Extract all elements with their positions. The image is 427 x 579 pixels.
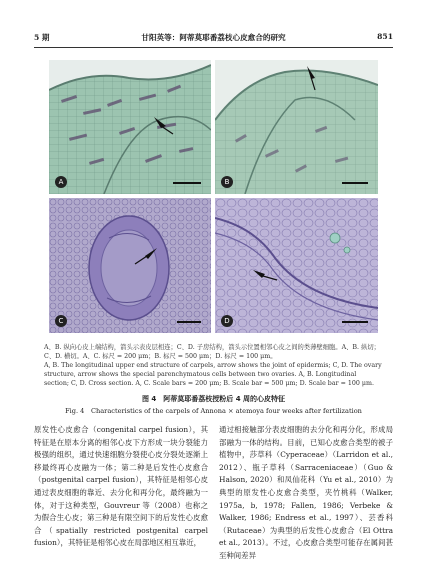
running-title: 甘阳英等：阿蒂莫耶番荔枝心皮愈合的研究 bbox=[141, 33, 286, 42]
header-rule bbox=[34, 47, 393, 48]
micrograph-panel-c bbox=[49, 198, 211, 333]
scale-bar-c bbox=[177, 321, 201, 323]
figure-caption-chinese: A、B. 纵向心皮上端结构，箭头示表皮层相连；C、D. 子房结构，箭头示位置相邻心皮之间的类薄壁细胞。A、B. 纵切；C、D. 横切。A、C. 标尺 = 200 μm；B. 标尺 = 500 μm；D. 标尺 = 100 μm。 bbox=[44, 344, 380, 360]
micrograph-panel-b bbox=[215, 60, 378, 194]
running-header bbox=[34, 30, 393, 44]
figure-title-english: Fig. 4 Characteristics of the carpels of Annona × atemoya four weeks after fertilization bbox=[65, 407, 362, 415]
scale-bar-d bbox=[342, 321, 368, 323]
panel-label-d: D bbox=[221, 315, 233, 327]
figure-title-chinese: 图 4 阿蒂莫耶番荔枝授粉后 4 周的心皮特征 bbox=[141, 395, 286, 403]
issue-number: 5 期 bbox=[34, 33, 50, 42]
scale-bar-a bbox=[173, 182, 201, 184]
scale-bar-b bbox=[342, 182, 368, 184]
panel-label-a: A bbox=[55, 176, 67, 188]
body-text-left-column: 原发性心皮愈合（congenital carpel fusion），其特征是在原本分离的相邻心皮下方形成一块分裂能力极强的组织，通过快速细胞分裂使心皮分裂处逐渐上移最终再心皮融为一体；第二种是后发性心皮愈合（postgenital carpel fusion），其特征是相邻心皮通过表皮细胞的靠近、去分化和再分化，最终融为一体，对于这种类型，Gouvreur 等（2008）也称之为假合生心皮；第三种是有限空间下的后发性心皮愈合（spatially restricted postgenital carpel fusion），其特征是相邻心皮在局部地区相互靠近， bbox=[34, 425, 208, 548]
body-text-right-column: 通过相接触部分表皮细胞的去分化和再分化，形成局部融为一体的结构。目前，已知心皮愈合类型的被子植物中，莎草科（Cyperaceae）（Larridon et al., 2012）、瓶子草科（Sarraceniaceae）（Guo & Halson, 2020）和凤仙花科（Yu et al., 2010）为典型的原发性心皮愈合类型，夹竹桃科（Walker, 1975a, b, 1978; Fallen, 1986; Verbeke & Walker, 1986; Endress et al., 1997）、芸香科（Rutaceae）为典型的后发性心皮愈合（El Ottra et al., 2013）。不过，心皮愈合类型可能存在属间甚至种间差异 bbox=[219, 425, 393, 560]
page-number: 851 bbox=[377, 32, 393, 41]
micrograph-panel-d bbox=[215, 198, 378, 333]
micrograph-figure bbox=[49, 60, 378, 333]
figure-caption-english: A, B. The longitudinal upper end structure of carpels, arrow shows the joint of epidermis; C, D. The ovary structure, arrow shows the special parenchymatous cells between two ovaries. A, B. Longitudinal section; C, D. Cross section. A, C. Scale bars = 200 μm; B. Scale bar = 500 μm; D. Scale bar = 100 μm. bbox=[44, 362, 382, 387]
micrograph-panel-a bbox=[49, 60, 211, 194]
panel-label-b: B bbox=[221, 176, 233, 188]
panel-label-c: C bbox=[55, 315, 67, 327]
